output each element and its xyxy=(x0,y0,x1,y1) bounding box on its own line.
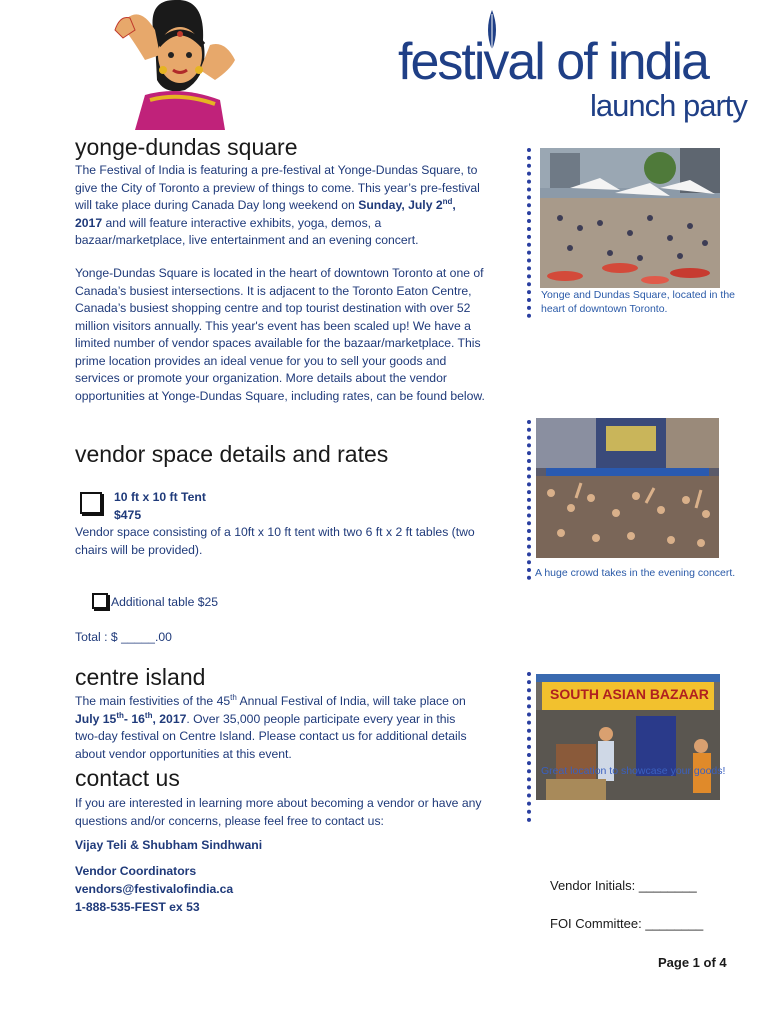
dotted-rule-2 xyxy=(527,420,531,580)
festival-logo xyxy=(398,10,747,130)
heading-centre-island: centre island xyxy=(75,664,206,690)
heading-contact-us: contact us xyxy=(75,765,180,791)
additional-table-checkbox[interactable] xyxy=(92,593,108,609)
tent-price: $475 xyxy=(114,508,142,522)
para1-year-bold: , 2017 xyxy=(75,198,456,230)
para1-date-bold: Sunday, July 2 xyxy=(358,198,443,212)
paragraph-location: Yonge-Dundas Square is located in the heart of downtown Toronto at one of Canada’s busiest intersections. It is adjacent to the Toronto Eaton Centre, Canada’s busiest shopping centre and top tourist destination with over 52 million visitors annually. This year's event has been scaled up! We have a limited number of vendor spaces available for the bazaar/marketplace. This prime location provides an ideal venue for you to sell your goods and services or promote your organization. More details about the vendor opportunities at Yonge-Dundas Square, including rates, can be found below. xyxy=(75,266,485,403)
caption-photo2: A huge crowd takes in the evening concert. xyxy=(535,567,736,579)
paragraph-contact: If you are interested in learning more about becoming a vendor or have any questions and/or concerns, please feel free to contact us: xyxy=(75,796,482,828)
additional-table-label: Additional table $25 xyxy=(111,595,219,609)
ci-sup2: th xyxy=(116,710,124,720)
contact-role: Vendor Coordinators xyxy=(75,864,197,878)
paragraph-pre-festival xyxy=(75,162,485,250)
ci-bold-a: July 15 xyxy=(75,711,117,726)
logo-title: festival of india xyxy=(398,33,708,91)
ci-text-b: Annual Festival of India, will take place on xyxy=(236,694,466,708)
heading-vendor-space: vendor space details and rates xyxy=(75,441,389,467)
contact-names: Vijay Teli & Shubham Sindhwani xyxy=(75,838,263,852)
photo-evening-concert xyxy=(536,418,719,558)
vendor-initials-field[interactable]: Vendor Initials: ________ xyxy=(550,878,697,893)
para1-text-b: and will feature interactive exhibits, yoga, demos, a bazaar/marketplace, live entertainment and an evening concert. xyxy=(75,215,419,247)
photo-yonge-dundas-square xyxy=(540,148,720,288)
ci-text-c: . Over 35,000 people participate every year in this two-day festival on Centre Island. Please contact us for additional details about vendor opportunities at this event. xyxy=(75,711,467,761)
para1-text-a: The Festival of India is featuring a pre-festival at Yonge-Dundas Square, to give the City of Toronto a preview of things to come. This year’s pre-festival will take place during Canada Day long weekend on xyxy=(75,163,480,212)
ci-text-a: The main festivities of the 45 xyxy=(75,694,231,708)
ci-sup1: th xyxy=(230,692,237,702)
bazaar-banner-text: SOUTH ASIAN BAZAAR xyxy=(550,686,709,702)
ci-bold-c: , 2017 xyxy=(152,711,187,726)
logo-subtitle: launch party xyxy=(590,88,747,123)
para1-date-sup: nd xyxy=(442,196,453,206)
ci-sup3: th xyxy=(144,710,153,720)
tent-checkbox[interactable] xyxy=(80,492,102,514)
contact-email-link[interactable]: vendors@festivalofindia.ca xyxy=(75,882,234,896)
caption-photo3: Great location to showcase your goods! xyxy=(541,765,726,777)
contact-phone: 1-888-535-FEST ex 53 xyxy=(75,900,200,914)
dotted-rule-3 xyxy=(527,672,531,822)
dancer-illustration xyxy=(85,0,265,130)
page-number: Page 1 of 4 xyxy=(658,955,727,970)
paragraph-centre-island xyxy=(75,693,480,763)
dotted-rule-1 xyxy=(527,148,531,318)
tent-description: Vendor space consisting of a 10ft x 10 ft tent with two 6 ft x 2 ft tables (two chairs will be provided). xyxy=(75,525,475,557)
photo-south-asian-bazaar xyxy=(536,674,720,800)
tent-label: 10 ft x 10 ft Tent xyxy=(114,490,206,504)
caption-photo1: Yonge and Dundas Square, located in the heart of downtown Toronto. xyxy=(541,289,736,315)
total-field[interactable]: Total : $ _____.00 xyxy=(75,630,172,644)
foi-committee-field[interactable]: FOI Committee: ________ xyxy=(550,916,704,931)
heading-yonge-dundas: yonge-dundas square xyxy=(75,134,298,160)
ci-bold-b: - 16 xyxy=(123,711,145,726)
